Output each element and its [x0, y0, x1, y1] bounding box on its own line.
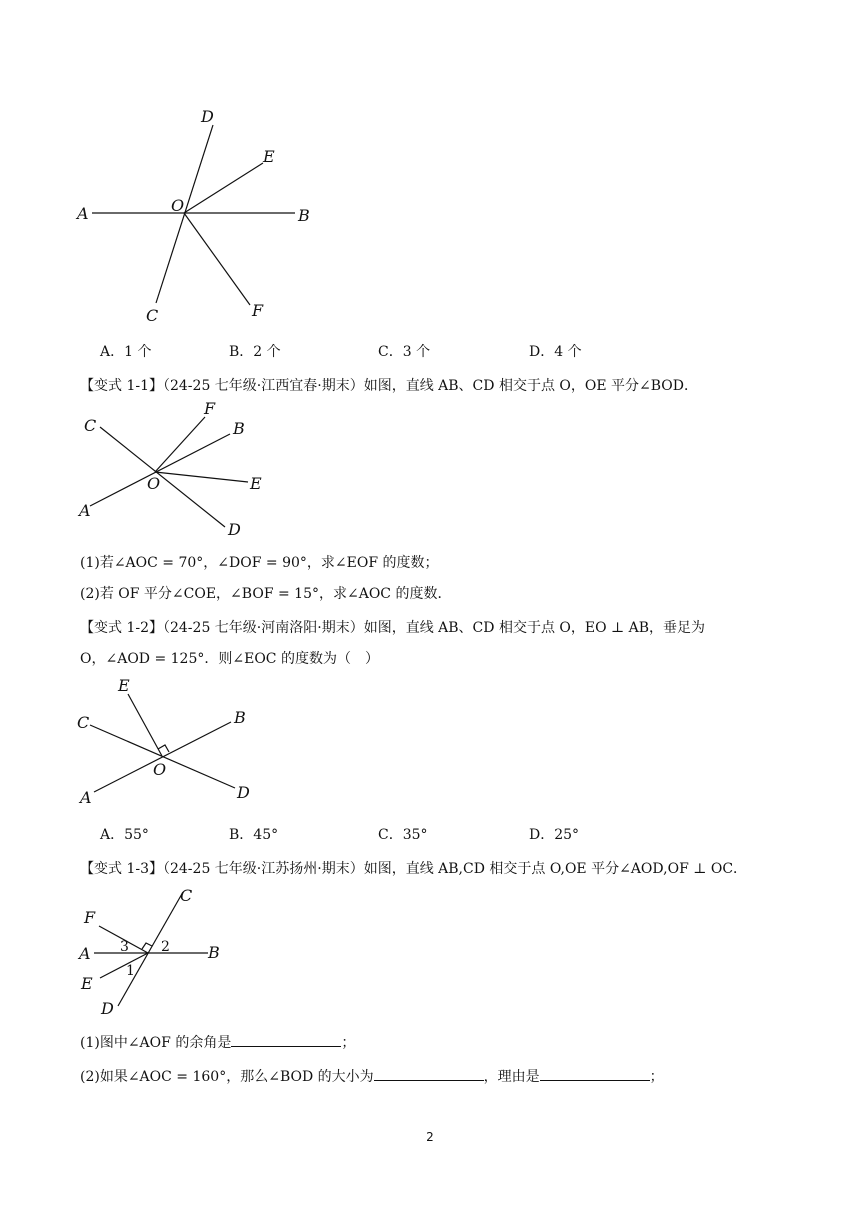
label-3: 3: [120, 939, 129, 955]
variant-1-2-line2: O，∠AOD = 125°．则∠EOC 的度数为（ ）: [80, 651, 379, 667]
label-c: C: [146, 306, 159, 325]
label-b: B: [234, 708, 246, 727]
label-c: C: [84, 416, 97, 435]
label-e: E: [81, 974, 93, 993]
label-c: C: [77, 713, 90, 732]
figure-4: [70, 885, 240, 1020]
label-e: E: [250, 474, 262, 493]
label-d: D: [101, 999, 114, 1018]
label-a: A: [77, 204, 89, 223]
label-o: O: [171, 196, 185, 215]
figure-1: [70, 100, 330, 330]
label-f: F: [204, 400, 216, 418]
option-b[interactable]: B．2 个: [229, 344, 281, 360]
question-1-3-2-text: (2)如果∠AOC = 160°，那么∠BOD 的大小为: [80, 1069, 374, 1085]
option-d[interactable]: D．4 个: [529, 344, 582, 360]
question-1-3-1: [80, 1032, 355, 1052]
question-1-3-1-text: (1)图中∠AOF 的余角是: [80, 1035, 232, 1051]
label-b: B: [233, 419, 245, 438]
question-1-3-1-end: ；: [341, 1035, 356, 1051]
ray-oe: [184, 163, 263, 213]
label-c: C: [180, 886, 193, 905]
label-b: B: [208, 943, 220, 962]
ray-eo: [128, 694, 162, 756]
page-number: 2: [426, 1130, 434, 1144]
label-d: D: [201, 107, 214, 126]
option-d-2[interactable]: D．25°: [529, 827, 580, 843]
label-d: D: [228, 520, 241, 539]
option-c-2[interactable]: C．35°: [378, 827, 428, 843]
question-1-3-2-mid: ，理由是: [483, 1069, 540, 1085]
option-a-2[interactable]: A．55°: [100, 827, 149, 843]
question-1-3-2: [80, 1066, 664, 1086]
variant-1-1-header: 【变式 1-1】（24-25 七年级·江西宜春·期末）如图，直线 AB、CD 相交于点 O，OE 平分∠BOD．: [80, 378, 698, 394]
label-1: 1: [126, 963, 135, 979]
label-a: A: [79, 501, 91, 520]
label-b: B: [298, 206, 310, 225]
ray-oe: [155, 472, 248, 482]
label-2: 2: [161, 939, 170, 955]
line-ab: [90, 434, 230, 506]
option-b-2[interactable]: B．45°: [229, 827, 279, 843]
ray-of: [155, 417, 205, 472]
answer-blank-2[interactable]: [374, 1066, 484, 1081]
label-o: O: [147, 474, 161, 493]
label-a: A: [80, 788, 92, 807]
question-1-1-1: (1)若∠AOC = 70°，∠DOF = 90°，求∠EOF 的度数；: [80, 555, 439, 571]
figure-3: [70, 675, 270, 810]
answer-blank-3[interactable]: [540, 1066, 650, 1081]
label-e: E: [263, 147, 275, 166]
label-o: O: [153, 760, 167, 779]
ray-of: [184, 213, 250, 305]
variant-1-3-header: 【变式 1-3】（24-25 七年级·江苏扬州·期末）如图，直线 AB,CD 相交于点 O,OE 平分∠AOD,OF ⊥ OC．: [80, 861, 748, 877]
label-d: D: [237, 783, 250, 802]
option-c[interactable]: C．3 个: [378, 344, 431, 360]
question-1-1-2: (2)若 OF 平分∠COE，∠BOF = 15°，求∠AOC 的度数．: [80, 586, 452, 602]
option-a[interactable]: A．1 个: [100, 344, 152, 360]
label-a: A: [79, 944, 91, 963]
variant-1-2-line1: 【变式 1-2】（24-25 七年级·河南洛阳·期末）如图，直线 AB、CD 相交于点 O，EO ⊥ AB，垂足为: [80, 620, 706, 636]
label-f: F: [84, 908, 96, 927]
label-f: F: [252, 301, 264, 320]
answer-blank-1[interactable]: [231, 1032, 341, 1047]
label-e: E: [118, 676, 130, 695]
question-1-3-2-end: ；: [649, 1069, 664, 1085]
figure-2: [70, 400, 280, 545]
